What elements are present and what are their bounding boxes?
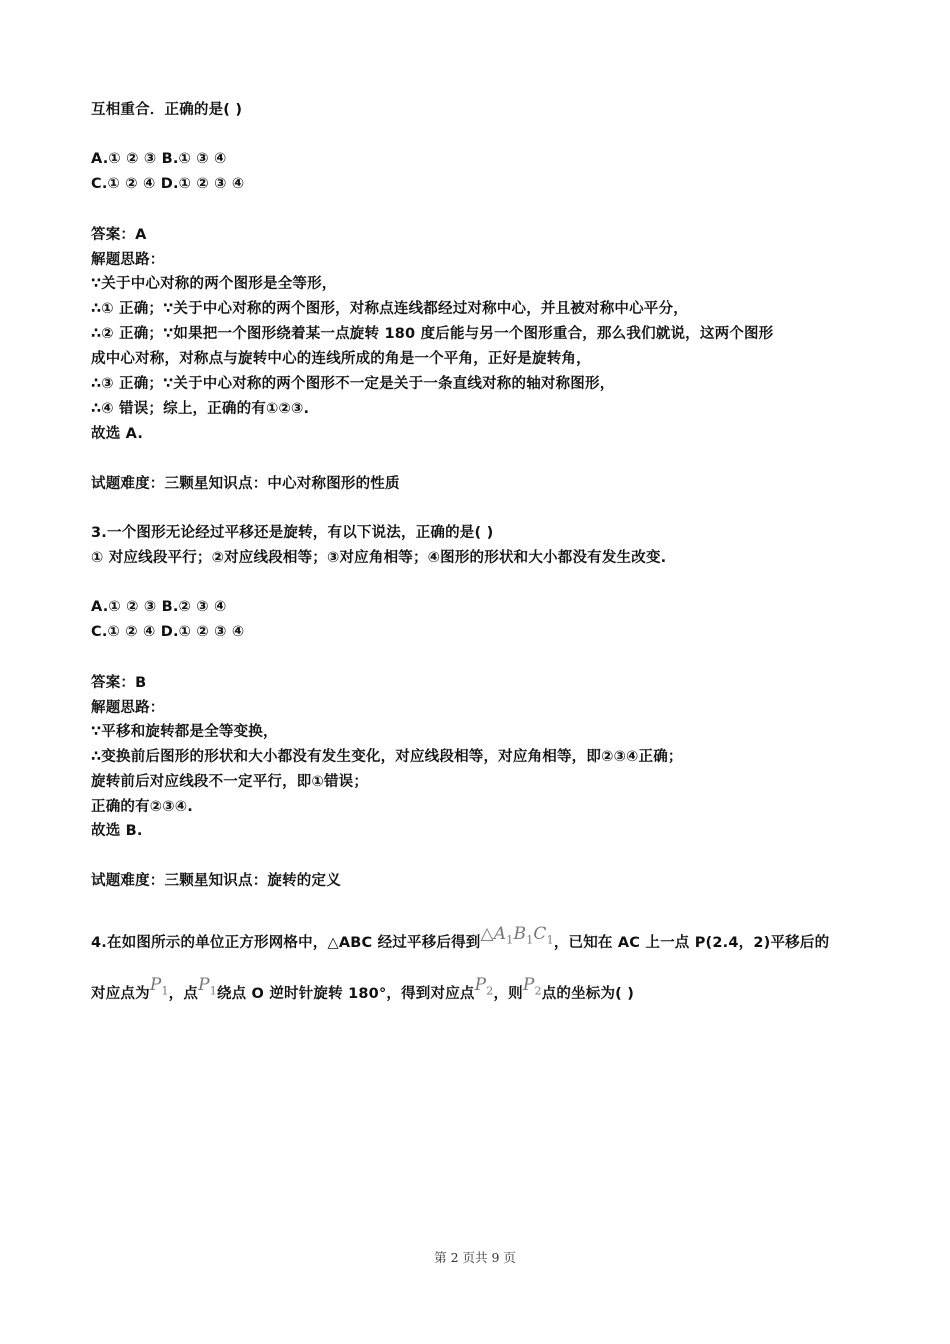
q2-analysis-line: 故选 A. [91,426,144,442]
q3-stem: 3.一个图形无论经过平移还是旋转，有以下说法，正确的是( ) [91,525,494,541]
q3-options-row-2: C.① ② ④ D.① ② ③ ④ [91,624,245,640]
page-number-footer: 第 2 页共 9 页 [434,1250,516,1265]
q2-analysis-title: 解题思路： [91,252,165,268]
q3-analysis-line: 正确的有②③④. [91,799,193,815]
q2-options-row-1: A.① ② ③ B.① ③ ④ [91,151,227,167]
q2-analysis-line: ∴④ 错误；综上，正确的有①②③. [91,401,310,417]
q2-stem-tail: 互相重合．正确的是( ) [91,102,243,118]
point-p1-formula: $P_1$ [149,975,169,998]
point-p2-formula: $P_2$ [522,975,542,998]
q2-difficulty-knowledge: 试题难度：三颗星知识点：中心对称图形的性质 [91,476,400,492]
q2-analysis-line: ∵关于中心对称的两个图形是全等形， [91,276,337,292]
q3-analysis-line: ∴变换前后图形的形状和大小都没有发生变化，对应线段相等，对应角相等，即②③④正确； [91,749,683,765]
q2-options-row-2: C.① ② ④ D.① ② ③ ④ [91,176,245,192]
q4-text: 4.在如图所示的单位正方形网格中，△ABC 经过平移后得到 [91,935,481,951]
q2-analysis-line: ∴③ 正确；∵关于中心对称的两个图形不一定是关于一条直线对称的轴对称图形， [91,376,615,392]
q4-text: ，已知在 AC 上一点 P(2.4，2)平移后的 [553,935,830,951]
q3-analysis-line: ∵平移和旋转都是全等变换， [91,724,278,740]
q4-stem-line-2: 对应点为$P_1$，点$P_1$绕点 O 逆时针旋转 180°，得到对应点$P_2$，则$P_2$点的坐标为( ) [91,975,635,1002]
q2-analysis-line: ∴② 正确；∵如果把一个图形绕着某一点旋转 180 度后能与另一个图形重合，那么我们就说，这两个图形 [91,326,774,342]
triangle-a1b1c1-formula: $\triangle A_1B_1C_1$ [480,924,554,947]
q3-analysis-line: 故选 B. [91,823,143,839]
q2-analysis-line: 成中心对称，对称点与旋转中心的连线所成的角是一个平角，正好是旋转角， [91,351,591,367]
q4-stem-line-1 [91,924,830,958]
q3-analysis-line: 旋转前后对应线段不一定平行，即①错误； [91,774,369,790]
q2-analysis-line: ∴① 正确；∵关于中心对称的两个图形，对称点连线都经过对称中心，并且被对称中心平分， [91,301,688,317]
q3-analysis-title: 解题思路： [91,700,165,716]
q3-difficulty-knowledge: 试题难度：三颗星知识点：旋转的定义 [91,873,341,889]
q3-statements: ① 对应线段平行；②对应线段相等；③对应角相等；④图形的形状和大小都没有发生改变. [91,550,667,566]
point-p2-formula: $P_2$ [474,975,494,998]
q3-options-row-1: A.① ② ③ B.② ③ ④ [91,599,227,615]
q2-answer: 答案：A [91,227,147,243]
q3-answer: 答案：B [91,675,147,691]
point-p1-formula: $P_1$ [198,975,217,998]
